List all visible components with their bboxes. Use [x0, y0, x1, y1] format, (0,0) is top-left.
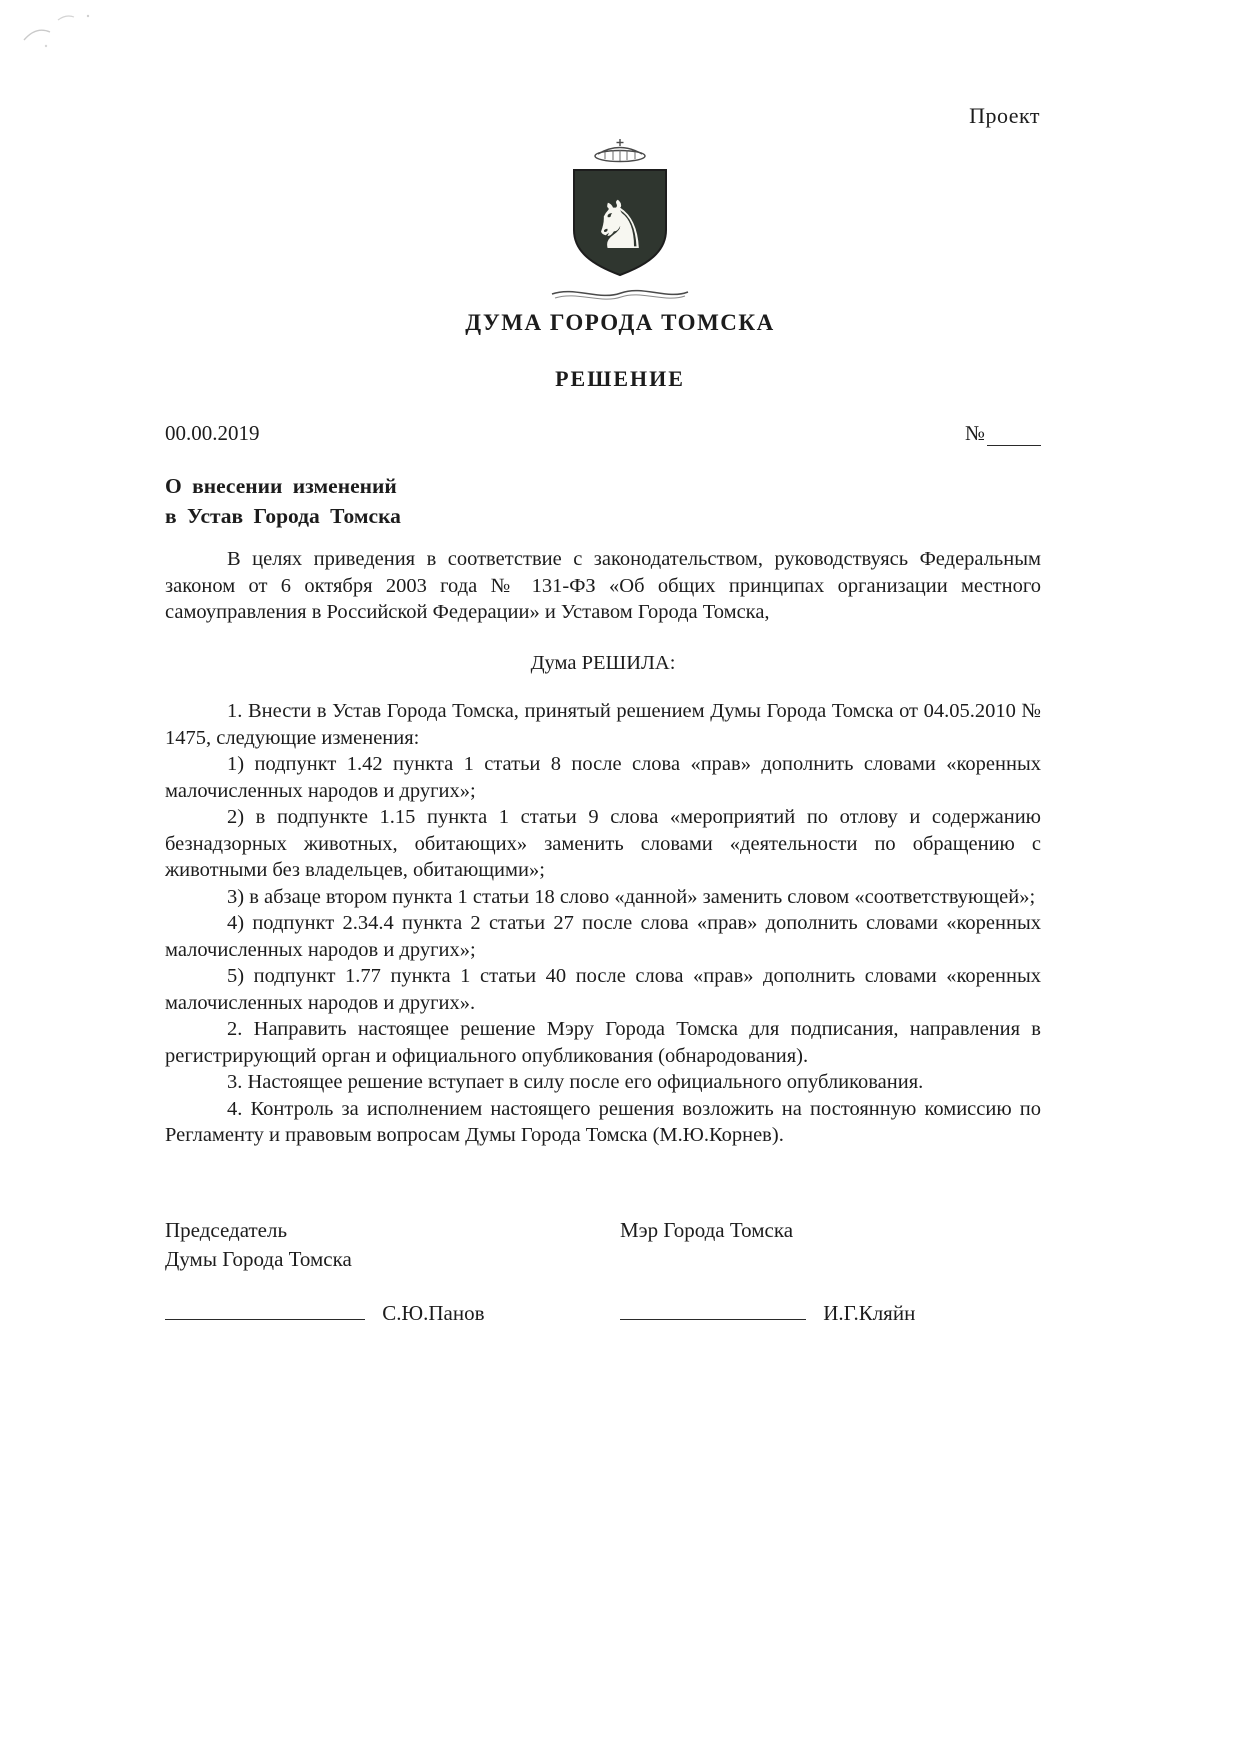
chairman-title-line-1: Председатель [165, 1218, 288, 1242]
document-number [965, 421, 1041, 446]
body-paragraph: 2) в подпункте 1.15 пункта 1 статьи 9 слова «мероприятий по отлову и содержанию безнадзорных животных, обитающих» заменить словами «деятельности по обращению с животными без владельцев, обитающими»; [165, 806, 1041, 881]
signature-block-right [620, 1300, 1125, 1326]
number-blank-line [987, 425, 1041, 446]
body-paragraph: 2. Направить настоящее решение Мэру Города Томска для подписания, направления в регистрирующий орган и официального опубликования (обнародования). [165, 1018, 1041, 1067]
subject-line-1: О внесении изменений [165, 474, 397, 498]
body-paragraph: 3. Настоящее решение вступает в силу после его официального опубликования. [227, 1071, 924, 1093]
signature-block-left [165, 1300, 620, 1326]
document-date: 00.00.2019 [165, 421, 260, 445]
signature-line-right [620, 1300, 806, 1320]
preamble-paragraph: В целях приведения в соответствие с законодательством, руководствуясь Федеральным законом от 6 октября 2003 года № 131-ФЗ «Об общих принципах организации местного самоуправления в Российской Федерации» и Уставом Города Томска, [165, 548, 1041, 623]
subject-heading [165, 471, 665, 531]
resolution-heading: Дума РЕШИЛА: [530, 651, 676, 674]
document-type-title: РЕШЕНИЕ [555, 366, 685, 391]
body-paragraph: 1. Внести в Устав Города Томска, принятый решением Думы Города Томска от 04.05.2010 № 1475, следующие изменения: [165, 700, 1041, 749]
mayor-title: Мэр Города Томска [620, 1218, 794, 1242]
shield-icon [569, 166, 671, 280]
pencil-mark [18, 6, 128, 50]
signature-titles [165, 1216, 1041, 1274]
subject-line-2: в Устав Города Томска [165, 504, 401, 528]
signature-names-row [165, 1300, 1125, 1326]
body-paragraph: 5) подпункт 1.77 пункта 1 статьи 40 после слова «прав» дополнить словами «коренных малочисленных народов и других». [165, 965, 1041, 1014]
mayor-name: И.Г.Кляйн [823, 1301, 916, 1325]
crown-icon [591, 136, 649, 163]
organization-name: ДУМА ГОРОДА ТОМСКА [465, 310, 775, 335]
document-body [165, 546, 1041, 1149]
signature-line-left [165, 1300, 365, 1320]
body-paragraph: 4) подпункт 2.34.4 пункта 2 статьи 27 после слова «прав» дополнить словами «коренных малочисленных народов и других»; [165, 912, 1041, 961]
signature-title-left [165, 1216, 620, 1274]
coat-of-arms [0, 136, 1240, 303]
horse-icon: ♞ [590, 187, 650, 264]
chairman-name: С.Ю.Панов [382, 1301, 485, 1325]
draft-label: Проект [969, 103, 1040, 128]
body-paragraph: 3) в абзаце втором пункта 1 статьи 18 слово «данной» заменить словом «соответствующей»; [227, 885, 1036, 908]
body-paragraph: 4. Контроль за исполнением настоящего решения возложить на постоянную комиссию по Регламенту и правовым вопросам Думы Города Томска (М.Ю.Корнев). [165, 1097, 1041, 1146]
ribbon-icon [547, 283, 693, 303]
date-number-row [165, 421, 1041, 446]
body-paragraph: 1) подпункт 1.42 пункта 1 статьи 8 после слова «прав» дополнить словами «коренных малочисленных народов и других»; [165, 753, 1041, 802]
number-sign: № [964, 421, 985, 445]
chairman-title-line-2: Думы Города Томска [165, 1247, 352, 1271]
